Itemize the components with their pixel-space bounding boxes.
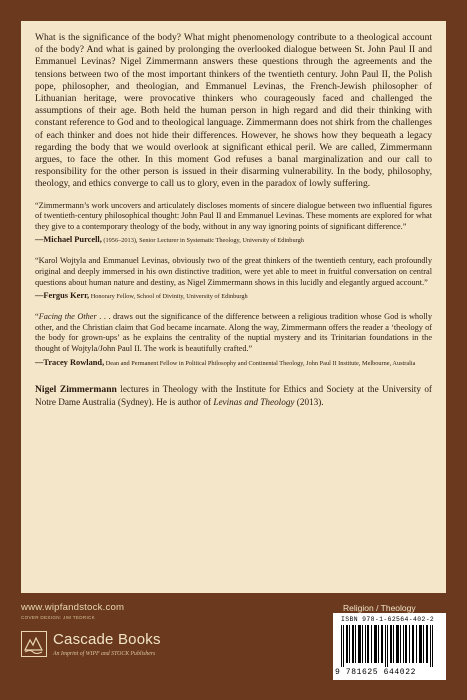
author-name: Nigel Zimmermann: [35, 383, 117, 395]
author-bio-text: lectures in Theology with the Institute for Ethics and Society at the University of Notre Dame Australia (Sydney). He is author of: [35, 383, 432, 407]
cover-design-credit: COVER DESIGN: JIM TEDRICK: [21, 615, 96, 620]
quoted-book-title: Facing the Other: [38, 312, 97, 322]
endorsement-quote: “Karol Wojtyla and Emmanuel Levinas, obviously two of the great thinkers of the twentieth century, each profoundly original and deeply immersed in his own distinctive tradition, were yet able to meet in fruitful conversation on central questions about human nature and destiny, as Nigel Zimmermann shows in this lucidly and elegantly argued account.”: [35, 256, 432, 287]
endorsement-purcell: [35, 201, 432, 247]
author-bio-text-end: (2013).: [294, 396, 324, 407]
isbn-barcode: [333, 613, 446, 680]
endorsement-rowland: [35, 312, 432, 368]
endorsement-attribution: [35, 291, 432, 302]
text-panel: [21, 21, 446, 593]
subject-category: Religion / Theology: [343, 603, 416, 613]
author-other-book: Levinas and Theology: [213, 396, 295, 407]
endorsement-quote: [35, 312, 432, 354]
publisher-tagline: An Imprint of WIPF and STOCK Publishers: [53, 651, 156, 657]
publisher-name: Cascade Books: [53, 631, 161, 648]
author-bio: [35, 383, 432, 408]
isbn-text: ISBN 978-1-62564-402-2: [341, 616, 435, 623]
barcode-number: 9 781625 644022: [335, 668, 417, 677]
publisher-logo: [21, 627, 201, 669]
endorser-affiliation: Honorary Fellow, School of Divinity, University of Edinburgh: [90, 293, 248, 301]
endorsement-quote: “Zimmermann’s work uncovers and articulately discloses moments of sincere dialogue between two influential figures of twentieth-century philosophical thought: John Paul II and Emmanuel Levinas. These moments are explored for what they give to a contemporary theology of the body, without in any way ignoring points of significant difference.”: [35, 200, 432, 231]
open-quote-mark: “: [35, 312, 39, 322]
endorsement-quote-rest: . . . draws out the significance of the difference between a religious tradition whose God is wholly other, and the Christian claim that God became incarnate. Along the way, Zimmermann offers the reader a ‘theology of the body for grown-ups’ as he explains the centrality of the nuptial mystery and its Trinitarian foundations in the thought of Wojtyla/John Paul II. The work is beautifully crafted.”: [35, 312, 432, 353]
endorsement-kerr: [35, 256, 432, 302]
book-blurb: What is the significance of the body? What might phenomenology contribute to a theological account of the body? And what is gained by prolonging the overlooked dialogue between St. John Paul II and Emmanuel Levinas? Nigel Zimmermann answers these questions through the agreements and the tensions between two of the most important thinkers of the twentieth century. John Paul II, the Polish pope, philosopher, and theologian, and Emmanuel Levinas, the French-Jewish philosopher of Lithuanian heritage, were provocative thinkers who courageously faced and challenged the assumptions of their age. Both held the human person in high regard and did their thinking with constant reference to God and to theological language. Zimmermann does not shirk from the challenges of each thinker and does not hide their differences. However, he shows how they bequeath a legacy regarding the body that we would overlook at significant ethical peril. We are called, Zimmermann argues, to face the other. In this moment God refuses a banal marginalization and our call to responsibility for the other person is issued in their disarming vulnerability. In the body, philosophy, theology, and ethics converge to call us to glory, even in the paradox of lowly suffering.: [35, 32, 432, 190]
endorsement-attribution: [35, 235, 432, 246]
endorser-name: —Fergus Kerr,: [35, 291, 90, 301]
endorser-name: —Tracey Rowland,: [35, 357, 105, 367]
cover-footer: [21, 600, 446, 680]
endorsement-attribution: [35, 358, 432, 369]
barcode-icon: [339, 625, 439, 667]
endorser-name: —Michael Purcell,: [35, 235, 102, 245]
publisher-website[interactable]: www.wipfandstock.com: [21, 602, 125, 613]
endorser-affiliation: Dean and Permanent Fellow in Political Philosophy and Continental Theology, John Paul II Institute, Melbourne, Australia: [105, 359, 416, 367]
cascade-logo-icon: [21, 631, 47, 657]
endorser-affiliation: (1956–2013), Senior Lecturer in Systematic Theology, University of Edinburgh: [103, 237, 304, 245]
